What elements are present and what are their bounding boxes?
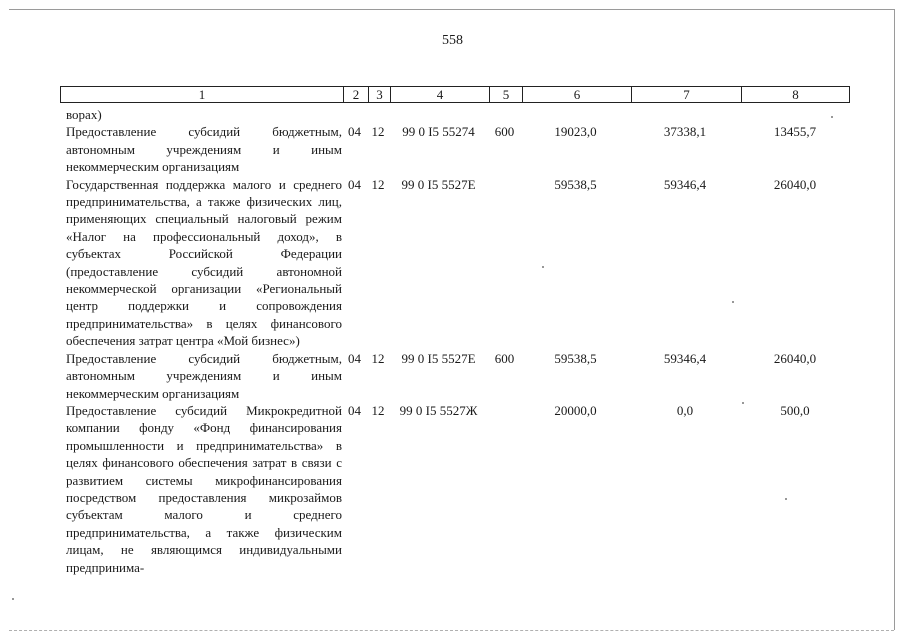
row-amount-8: 26040,0 — [773, 350, 817, 366]
row-amount-6: 59538,5 — [554, 350, 597, 366]
table-header-row — [60, 86, 850, 103]
scan-speck — [732, 301, 734, 303]
row-name: Предоставление субсидий бюджетным, автономным учреждениям и иным некоммерческим организациям — [66, 124, 342, 175]
header-col-4: 4 — [390, 87, 489, 102]
scan-speck — [742, 402, 744, 404]
table-body — [60, 106, 850, 576]
row-name: Предоставление субсидий Микрокредитной компании фонду «Фонд финансирования промышленности и предпринимательства» в целях финансового обеспечения затрат в связи с развитием системы микрофинансирования посредством предоставления микрозаймов субъектам малого и среднего предпринимательства, а также физическим лицам, не являющимся индивидуальными предпринима- — [66, 402, 342, 575]
row-amount-7: 37338,1 — [663, 124, 707, 140]
row-expense-type — [488, 106, 521, 123]
page-bottom-edge — [9, 630, 894, 631]
row-target-code: 99 0 I5 55274 — [402, 124, 475, 140]
row-amount-8: 500,0 — [780, 402, 810, 418]
row-section: 04 — [348, 176, 361, 192]
table-row — [60, 176, 850, 350]
header-col-7: 7 — [631, 87, 741, 102]
header-col-2: 2 — [343, 87, 368, 102]
row-amount-6: 19023,0 — [554, 124, 597, 140]
row-amount-6 — [521, 106, 630, 123]
row-name: Государственная поддержка малого и среднего предпринимательства, а также физических лиц, применяющих специальный налоговый режим «Налог на профессиональный доход», в субъектах Российской Федерации (предоставление субсидий автономной некоммерческой организации «Региональный центр поддержки и сопровождения предпринимательства» в целях финансового обеспечения затрат центра «Мой бизнес») — [66, 176, 342, 349]
scan-speck — [12, 598, 14, 600]
row-section: 04 — [348, 124, 361, 140]
table-row — [60, 350, 850, 402]
scan-speck — [542, 266, 544, 268]
header-col-3: 3 — [368, 87, 390, 102]
header-col-8: 8 — [741, 87, 849, 102]
header-col-5: 5 — [489, 87, 522, 102]
row-section: 04 — [348, 350, 361, 366]
row-name: ворах) — [66, 107, 102, 122]
page-number: 558 — [442, 33, 463, 48]
row-subsection: 12 — [371, 176, 385, 192]
row-section — [342, 106, 367, 123]
row-subsection: 12 — [371, 124, 385, 140]
row-expense-type — [488, 402, 521, 576]
table-row — [60, 106, 850, 123]
table-row — [60, 123, 850, 175]
row-subsection: 12 — [371, 402, 385, 418]
row-amount-6: 20000,0 — [554, 402, 597, 418]
row-expense-type: 600 — [494, 124, 515, 140]
row-target-code: 99 0 I5 5527Ж — [399, 402, 478, 418]
row-amount-7: 59346,4 — [663, 176, 707, 192]
header-col-1: 1 — [198, 87, 206, 102]
row-amount-8 — [740, 106, 850, 123]
row-amount-7: 0,0 — [676, 402, 694, 418]
row-section: 04 — [348, 402, 361, 418]
header-col-6: 6 — [522, 87, 631, 102]
scan-speck — [831, 116, 833, 118]
row-amount-7 — [630, 106, 740, 123]
row-target-code: 99 0 I5 5527Е — [401, 350, 476, 366]
row-expense-type — [488, 176, 521, 350]
row-name: Предоставление субсидий бюджетным, автономным учреждениям и иным некоммерческим организациям — [66, 350, 342, 401]
scan-speck — [785, 498, 787, 500]
row-amount-7: 59346,4 — [663, 350, 707, 366]
row-target-code — [389, 106, 488, 123]
row-amount-6: 59538,5 — [554, 176, 597, 192]
row-target-code: 99 0 I5 5527Е — [401, 176, 476, 192]
row-subsection: 12 — [371, 350, 385, 366]
row-subsection — [367, 106, 389, 123]
row-amount-8: 26040,0 — [773, 176, 817, 192]
row-amount-8: 13455,7 — [773, 124, 817, 140]
table-row — [60, 402, 850, 576]
row-expense-type: 600 — [494, 350, 515, 366]
